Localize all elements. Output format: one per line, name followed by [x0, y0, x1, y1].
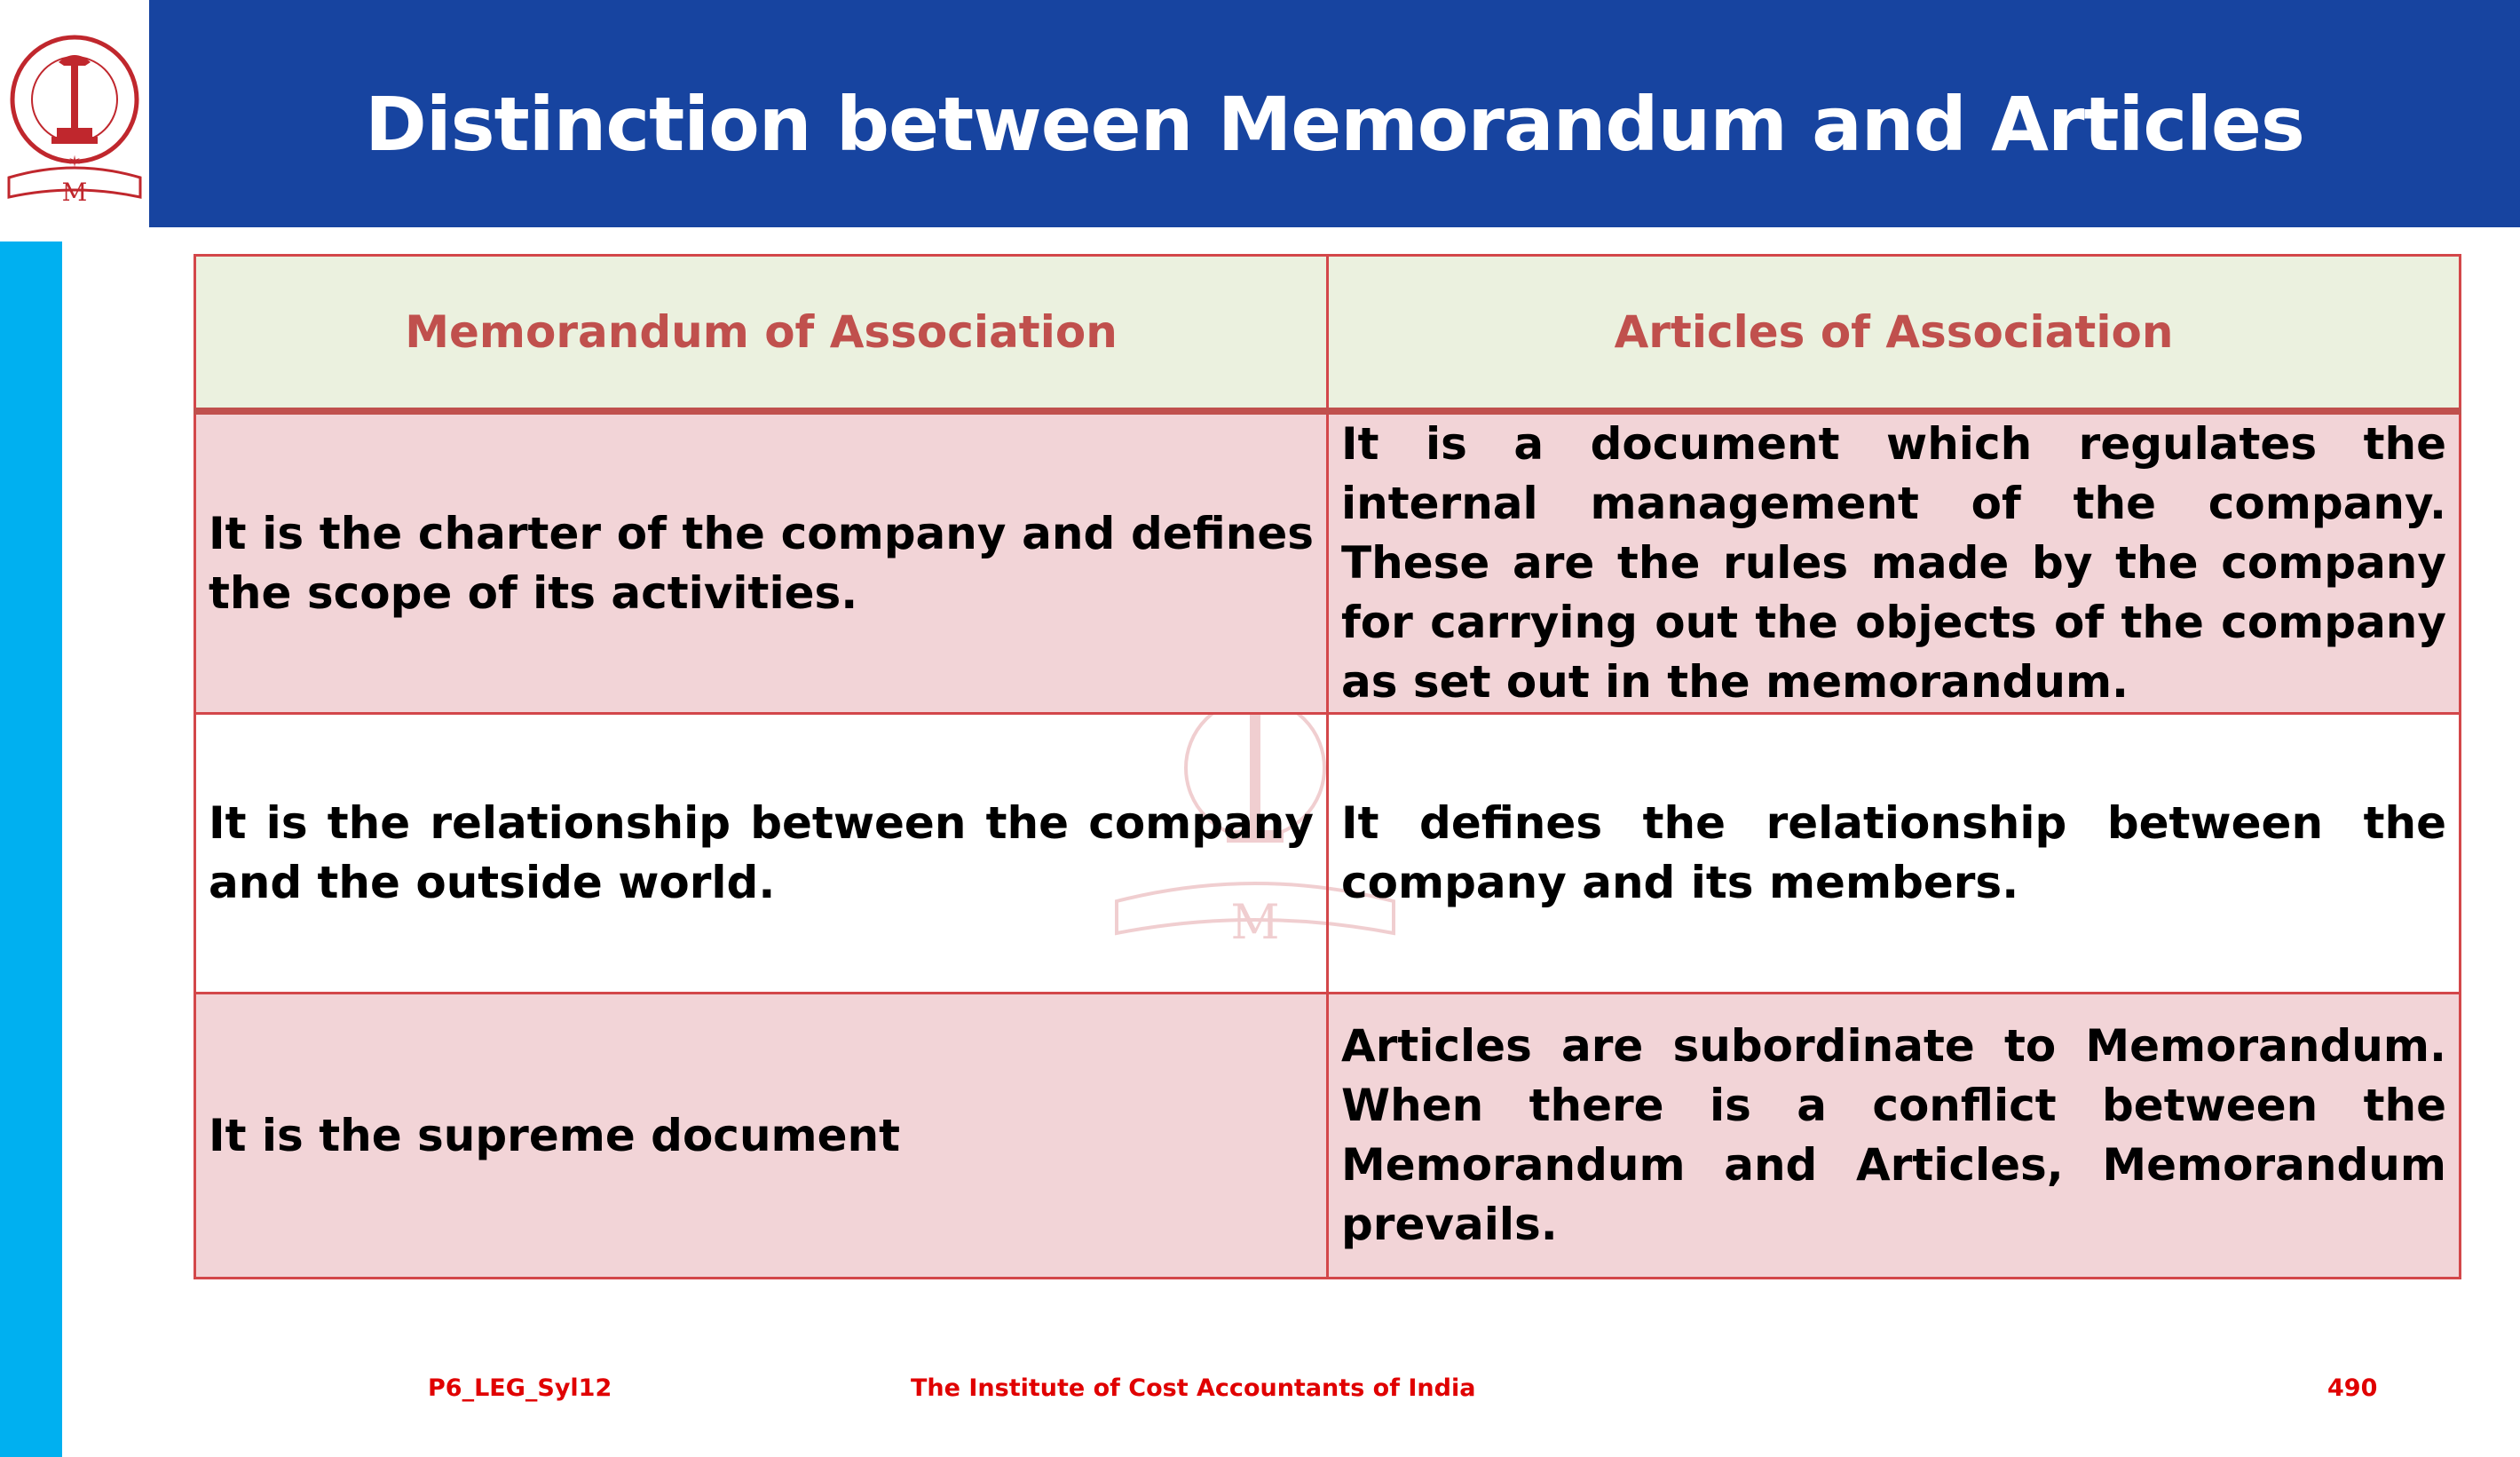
comparison-table [194, 254, 2461, 1279]
svg-text:M: M [1230, 894, 1280, 950]
institute-emblem-icon [0, 0, 149, 227]
svg-text:M: M [61, 178, 88, 207]
memorandum-cell: It is the charter of the company and defines the scope of its activities. [195, 411, 1328, 714]
footer-page-number: 490 [2327, 1374, 2378, 1402]
slide-title: Distinction between Memorandum and Articles [365, 81, 2304, 168]
memorandum-cell: It is the supreme document [195, 994, 1328, 1279]
table-header-row [195, 256, 2461, 412]
articles-cell: Articles are subordinate to Memorandum. When there is a conflict between the Memorandum and Articles, Memorandum prevails. [1328, 994, 2461, 1279]
memorandum-column-header: Memorandum of Association [195, 256, 1328, 412]
memorandum-cell: It is the relationship between the company and the outside world. [195, 714, 1328, 994]
left-accent-band [0, 242, 62, 1457]
articles-cell: It is a document which regulates the internal management of the company. These are the rules made by the company for carrying out the objects of the company as set out in the memorandum. [1328, 411, 2461, 714]
footer-course-code: P6_LEG_Syl12 [428, 1374, 612, 1402]
table-row [195, 714, 2461, 994]
table-row [195, 411, 2461, 714]
table-row [195, 994, 2461, 1279]
footer-institute-name: The Institute of Cost Accountants of India [911, 1374, 1476, 1402]
articles-column-header: Articles of Association [1328, 256, 2461, 412]
logo-area [0, 0, 149, 227]
articles-cell: It defines the relationship between the company and its members. [1328, 714, 2461, 994]
svg-text:✶: ✶ [67, 153, 82, 171]
